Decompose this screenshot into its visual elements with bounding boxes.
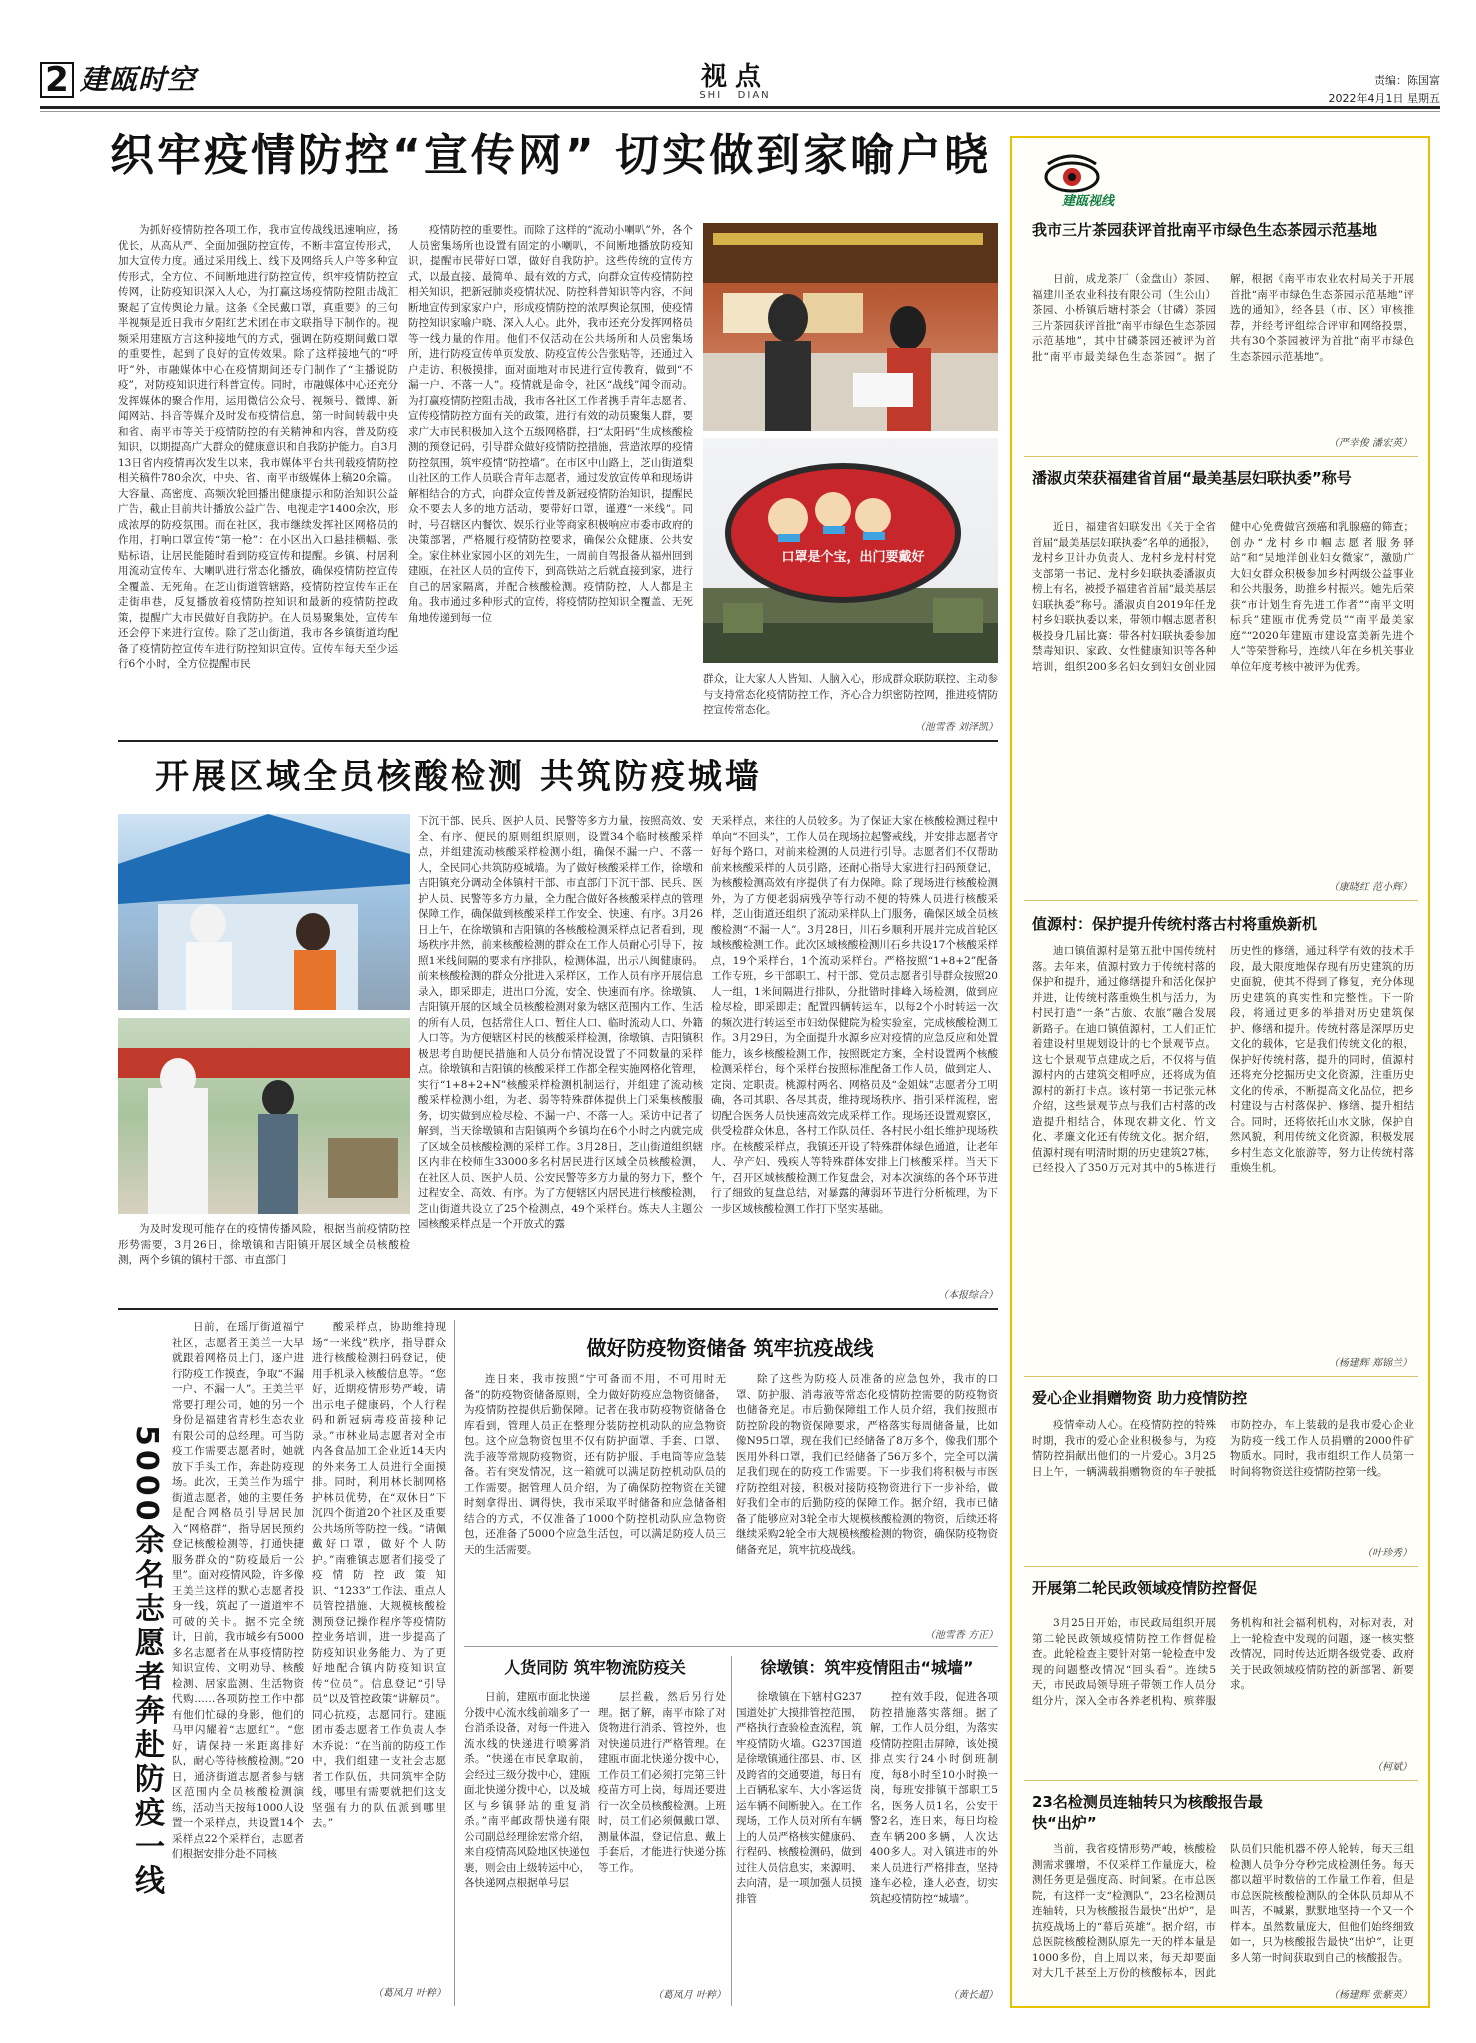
- article4-headline: 做好防疫物资储备 筑牢抗疫战线: [586, 1336, 874, 1360]
- article1-text-1: 为抓好疫情防控各项工作，我市宣传战线迅速响应，扬优长，从高从严、全面加强防控宣传，不断丰富宣传形式，加大宣传力度。通过采用线上、线下及网络兵人户等多种宣传形式，全方位、不间断地进行防控宣传，织牢疫情防控宣传网，让防疫知识深入人心，为打赢这场疫情防控阻击战汇聚起了宣传舆论力量。这条《全民戴口罩，真重要》的三句半视频是近日我市夕阳红艺术团在市文联指导下制作的。视频采用建瓯方言这种接地气的方式，强调在防疫期间戴口罩的重要性，起到了良好的宣传效果。除了这样接地气的“呼吁”外，市融媒体中心在疫情期间还专门制作了“主播说防疫”，对防疫知识进行科普宣传。同时，市融媒体中心还充分发挥媒体的聚合作用，运用微信公众号、视频号、微博、新闻网站、抖音等媒介及时发布疫情信息，第一时间转载中央和省、南平市等关于疫情防控的有关精神和内容，普及防疫知识，以期提高广大群众的健康意识和自我防护能力。自3月13日省内疫情再次发生以来，我市媒体平台共刊载疫情防控相关稿件780余次，中央、省、南平市级媒体上稿20余篇。大容量、高密度、高频次轮回播出健康提示和防治知识公益广告，截止目前共计播放公益广告、电视走字1400余次，形成浓厚的防疫氛围。而在社区，我市继续发挥社区网格员的作用，打响口罩宣传“第一枪”：在小区出入口悬挂横幅、张贴标语，让居民能随时看到防疫宣传和提醒。乡镇、村居利用流动宣传车、大喇叭进行常态化播放，确保疫情防控宣传全覆盖、无死角。在芝山街道管辖路，疫情防控宣传车正在走街串巷，反复播放着疫情防控知识和最新的疫情防控政策，提醒广大市民做好自我防护。在人员易聚集处，宣传车还会停下来进行宣传。除了芝山街道，我市各乡镇街道均配备了疫情防控宣传车进行防控知识宣传。宣传车每天至少运行6个小时，全方位提醒市民: [118, 224, 398, 670]
- header-rule: [40, 106, 1440, 109]
- article2-column-2: [711, 814, 998, 1284]
- article1-caption-text: 群众，让大家人人皆知、人脑入心，形成群众联防联控、主动参与支持常态化疫情防控工作，齐心合力织密防控网，推进疫情防控宣传常态化。: [703, 673, 998, 716]
- sidebar-item-2-body: 近日，福建省妇联发出《关于全省首届“最美基层妇联执委”名单的通报》，龙村乡卫计办负责人、龙村乡龙村村党支部第一书记、龙村乡妇联执委潘淑贞榜上有名，被授予福建省首届“最美基层妇联执委”称号。潘淑贞自2019年任龙村乡妇联执委以来，带领巾帼志愿者积极投身几届比赛：带各村妇联执委参加禁毒知识、家政、女性健康知识等各种培训，组织200多名妇女到妇女创业园健中心免费做宫颈癌和乳腺癌的筛查；创办“龙村乡巾帼志愿者服务驿站”和“吴地洋创业妇女微家”，激励广大妇女群众积极参加乡村两级公益事业和公共服务，助推乡村振兴。她先后荣获“市计划生育先进工作者”“南平文明标兵”建瓯市优秀党员”“南平最美家庭”“2020年建瓯市建设富美新先进个人”等荣誉称号，连续八年在乡机关事业单位年度考核中被评为优秀。: [1032, 521, 1414, 673]
- paper-name: 建瓯时空: [80, 63, 197, 96]
- sidebar-item-5-title: 开展第二轮民政领域疫情防控督促: [1032, 1579, 1258, 1597]
- sidebar-separator-3: [1024, 1376, 1418, 1377]
- header-rule-thin: [40, 111, 1440, 112]
- article3-divider: [454, 1320, 455, 2006]
- sidebar-item-6-body: 当前，我省疫情形势严峻，核酸检测需求骤增，不仅采样工作量庞大，检测任务更是强度高、时间紧。在市总医院，有这样一支“检测队”，23名检测员连轴转，只为核酸报告最快“出炉”，是抗疫战场上的“幕后英雄”。据介绍，市总医院核酸检测队原先一天的样本量是1000多份，自上周以来，每天却要面对大几千甚至上万份的核酸标本，因此队员们只能机器不停人轮转，每天三组检测人员争分夺秒完成检测任务。每天都以超平时数倍的工作量工作着，但是市总医院核酸检测队的全体队员却从不叫苦，不喊累，默默地坚持一个又一个样本。虽然数量庞大，但他们始终细致如一，只为核酸报告最快“出炉”，让更多人第一时间获取到自己的核酸报告。: [1032, 1843, 1414, 1979]
- article3-text-2: 酸采样点，协助维持现场“一米线”秩序，指导群众进行核酸检测扫码登记，使用手机录入核酸信息等。“您好，近期疫情形势严峻，请出示电子健康码，个人行程码和新冠病毒疫苗接种记录。”市林业局志愿者对全市内各食品加工企业近14天内的外来务工人员进行全面摸排。同时，利用林长制网格护林员优势，在“双休日”下沉四个街道20个社区及重要公共场所等防控一线。“请佩戴好口罩，做好个人防护。”南雅镇志愿者们接受了疫情防控政策知识、“1233”工作法、重点人员管控措施、大规模核酸检测预登记操作程序等疫情防控业务培训，进一步提高了防疫知识业务能力、为了更好地配合镇内防疫知识宣传“位员”。信息登记“引导员”以及管控政策“讲解员”。同心抗疫，志愿同行。建瓯团市委志愿者工作负责人李木乔说：“在当前的防疫工作中，我们组建一支社会志愿者工作队伍，共同筑牢全防线，哪里有需要就把们这支坚强有力的队伍派到哪里去。”: [312, 1321, 446, 1829]
- article5-headline: 人货同防 筑牢物流防疫关: [504, 1658, 686, 1677]
- article6-byline: （黄长超）: [948, 1990, 998, 2001]
- article3-column-2: [312, 1320, 446, 1980]
- sidebar-item-1-body: 日前，成龙茶厂（金盘山）茶园、福建川圣农业科技有限公司（生公山）茶园、小桥镇后塘村茶会（甘磷）茶园三片茶园获评首批“南平市绿色生态茶园示范基地”，其中甘磷茶园还被评为首批“南平市最美绿色生态茶园”。据了解，根据《南平市农业农村局关于开展首批“南平市绿色生态茶园示范基地”评选的通知》，经各县（市、区）审核推荐，并经考评组综合评审和网络投票，共有30个茶园被评为首批“南平市绿色生态茶园示范基地”。: [1032, 273, 1414, 363]
- sidebar-item-5-byline: （柯斌）: [1372, 1762, 1412, 1773]
- article1-byline: （池雪香 刘泽凯）: [914, 722, 998, 733]
- article2-text-1: 下沉干部、民兵、医护人员、民警等多方力量，按照高效、安全、有序、便民的原则组织原则，设置34个临时核酸采样点，并组建流动核酸采样检测小组，确保不漏一户、不落一人，全民同心共筑防疫城墙。为了做好核酸采样工作，徐墩和吉阳镇充分调动全体镇村干部、市直部门下沉干部、民兵、医护人员、民警等多方力量，全力配合做好各核酸采样点的管理保障工作，确保做到核酸采样工作安全、快速、有序。3月26日上午，在徐墩镇和吉阳镇的各核酸检测采样点记者看到，现场秩序井然，前来核酸检测的群众在工作人员耐心引导下，按照1米线间隔的要求有序排队，检测体温，出示八闽健康码。前来核酸检测的群众分批进入采样区，工作人员有序开展信息录入，即采即走，进出口分流，安全、快速而有序。徐墩镇、吉阳镇开展的区域全员核酸检测对象为辖区范围内工作、生活的所有人员，包括常住人口、暂住人口、临时流动人口、外籍人口等。为方便辖区村民的核酸采样检测，徐墩镇、吉阳镇积极思考自助便民措施和人员分布情况设置了不同数量的采样点。徐墩镇和吉阳镇的核酸采样工作都全程实施网格化管理，实行“1+8+2+N”核酸采样检测机制运行，并组建了流动核酸采样检测小组，为老、弱等特殊群体提供上门采集核酸服务，切实做到应检尽检、不漏一户、不落一人。采访中记者了解到，当天徐墩镇和吉阳镇两个乡镇均在6个小时之内就完成了区域全员核酸检测的采样工作。3月28日，芝山街道组织辖区内非在校师生33000多名村居民进行区域全员核酸检测，在社区人员、医护人员、公安民警等多方力量的努力下，整个过程安全、高效、有序。为了方便辖区内居民进行核酸检测，芝山街道共设立了25个检测点，49个采样台。炼夫人主题公园核酸采样点是一个开放式的露: [418, 815, 703, 1230]
- led-screen-slogan: 口罩是个宝，出门要戴好: [781, 550, 925, 565]
- article1-column-2: [408, 223, 693, 733]
- photo-nucleic-test-1: [118, 814, 410, 1010]
- sidebar-item-2-byline: （康晓红 范小辉）: [1328, 882, 1412, 893]
- article2-divider: [118, 1308, 998, 1310]
- article2-caption: [118, 1222, 410, 1300]
- article5-column-2: [598, 1690, 726, 1984]
- sidebar-item-3-title: 值源村：保护提升传统村落古村将重焕新机: [1032, 915, 1318, 933]
- sidebar-separator-2: [1024, 900, 1418, 901]
- article1-divider: [118, 740, 998, 742]
- sidebar-item-4-byline: （叶珍秀）: [1362, 1548, 1412, 1559]
- sidebar-item-2-text: [1032, 520, 1414, 875]
- article1-headline: 织牢疫情防控“宣传网” 切实做到家喻户晓: [110, 130, 992, 181]
- sidebar-item-6-byline: （杨建辉 张紫英）: [1328, 1990, 1412, 2001]
- sidebar-item-4-title: 爱心企业捐赠物资 助力疫情防控: [1032, 1389, 1248, 1407]
- issue-date: 2022年4月1日 星期五: [1328, 92, 1440, 105]
- article4-column-2: [736, 1372, 998, 1622]
- article3-headline: 5000余名志愿者奔赴防疫一线: [129, 1425, 164, 1899]
- sidebar-logo-text: 建瓯视线: [1062, 194, 1115, 209]
- sidebar-item-6-title: 23名检测员连轴转只为核酸报告最快“出炉”: [1032, 1793, 1263, 1832]
- article5-column-1: [464, 1690, 590, 1990]
- sidebar-separator-1: [1024, 456, 1418, 457]
- article2-caption-text: 为及时发现可能存在的疫情传播风险，根据当前疫情防控形势需要，3月26日，徐墩镇和吉阳镇开展区域全员核酸检测，两个乡镇的镇村干部、市直部门: [118, 1223, 410, 1266]
- article2-byline: （本报综合）: [938, 1290, 998, 1301]
- article3-column-1: [172, 1320, 304, 1988]
- article2-column-1: [418, 814, 703, 1300]
- photo-nucleic-test-2: [118, 1018, 410, 1214]
- article6-headline: 徐墩镇：筑牢疫情阻击“城墙”: [760, 1658, 974, 1677]
- sidebar-item-5-body: 3月25日开始，市民政局组织开展第二轮民政领域疫情防控工作督促检查。此轮检查主要针对第一轮检查中发现的问题整改情况“回头看”。连续5天，市民政局领导班子带领工作人员分组分片，深入全市各养老机构、殡葬服务机构和社会福利机构，对标对表，对上一轮检查中发现的问题，逐一核实整改情况，同时传达近期各级党委、政府关于民政领域疫情防控的新部署、新要求。: [1032, 1617, 1414, 1707]
- masthead: [40, 58, 240, 102]
- sidebar-item-4-text: [1032, 1418, 1414, 1542]
- article4-text-2: 除了这些为防疫人员准备的应急包外，我市的口罩、防护服、消毒液等常态化疫情防控需要的防疫物资也储备充足。市后勤保障组工作人员介绍，我们按照市防控阶段的物资保障要求，严格落实每周储备量，比如像N95口罩，现在我们已经储备了8万多个，像我们那个医用外科口罩，我们已经储备了56万多个，完全可以满足我们现在的防疫工作需要。下一步我们将积极与市医疗防控组对接，积极对接防疫物资进行下一步补给，做好我们全市的后勤防疫的保障工作。据介绍，我市已储备了能够应对3轮全市大规模核酸检测的物资，后续还将继续采购2轮全市大规模核酸检测的物资，确保防疫物资储备充足，筑牢抗疫战线。: [736, 1373, 998, 1556]
- article5-byline: （葛凤月 叶粹）: [652, 1990, 726, 2001]
- sidebar-item-3-text: [1032, 944, 1414, 1350]
- sidebar-item-5-text: [1032, 1616, 1414, 1756]
- article3-byline: （葛凤月 叶粹）: [372, 1988, 446, 1999]
- sidebar-item-1-byline: （严幸俊 潘宏英）: [1328, 438, 1412, 449]
- sidebar-item-4-body: 疫情牵动人心。在疫情防控的特殊时期，我市的爱心企业积极参与，为疫情防控捐献出他们的一片爱心。3月25日上午，一辆满载捐赠物资的车子驶抵市防控办，车上装载的是我市爱心企业为防疫一线工作人员捐赠的2000件矿物质水。同时，我市组织工作人员第一时间将物资送往疫情防控第一线。: [1032, 1419, 1414, 1478]
- article1-column-1: [118, 223, 398, 733]
- sidebar-separator-4: [1024, 1566, 1418, 1567]
- article6-column-2: [870, 1690, 998, 1984]
- article4-byline: （池雪香 方正）: [924, 1630, 998, 1641]
- section-pinyin: SHI DIAN: [699, 90, 771, 101]
- article5-text-2: 层拦截，然后另行处理。据了解，南平市除了对货物进行消杀、管控外，也对快递员进行严格管理。在建瓯市面北快递分拨中心，工作员工们必须打完第三针疫苗方可上岗，每周还要进行一次全员核酸检测。上班时，员工们必须佩戴口罩、测量体温，登记信息、戴上手套后，才能进行快递分拣等工作。: [598, 1691, 726, 1874]
- photo-shop-volunteer: [703, 223, 998, 431]
- article4-divider: [464, 1646, 998, 1647]
- photo-led-screen: [703, 438, 998, 663]
- article6-text-2: 控有效手段，促进各项防控措施落实落细。据了解，工作人员分组，为落实疫情防控阻击屏障，该处摸排点实行24小时倒班制度，每8小时至10小时换一岗，每班安排镇干部职工5名，医务人员1名，公安干警2名，连日来，每日均检查车辆200多辆，人次达400多人。对入镇进市的外来人员进行严格排查，坚持逢车必检，逢人必查，切实筑起疫情防控“城墙”。: [870, 1691, 998, 1905]
- article2-text-2: 天采样点，来往的人员较多。为了保证大家在核酸检测过程中单向“不回头”，工作人员在现场拉起警戒线，并安排志愿者守好每个路口，对前来检测的人员进行引导。志愿者们不仅帮助前来核酸采样的人员引路，还耐心指导大家进行扫码预登记，为核酸检测高效有序提供了有力保障。除了现场进行核酸检测外，为了方便老弱病残孕等行动不便的特殊人员进行核酸采样，芝山街道还组织了流动采样队上门服务，确保区域全员核酸检测“不漏一人”。3月28日，川石乡顺利开展并完成首轮区域核酸检测工作。此次区域核酸检测川石乡共设17个核酸采样点，19个采样台，1个流动采样台。严格按照“1+8+2”配备工作专班，乡干部职工、村干部、党员志愿者引导群众按照20人一组，1米间隔进行排队，分批错时排峰入场检测，做到应检尽检，即采即走；配置四辆转运车，以每2个小时转运一次的频次进行转运至市妇幼保健院为检实验室，完成核酸检测工作。3月29日，为全面提升水源乡应对疫情的应急反应和处置能力，该乡核酸检测工作，按照既定方案，全村设置两个核酸检测采样台，每个采样台按照标准配备工作人员，做到定人、定岗、定职责。桃源村两名、网格员及“金姐妹”志愿者分工明确，各司其职、各尽其责，维持现场秩序、指引采样流程，密切配合医务人员快速高效完成采样工作。现场还设置观察区，供受检群众休息，各村工作队员任、各村民小组长维护现场秩序。在核酸采样点，我镇还开设了特殊群体绿色通道，让老年人、孕产妇、残疾人等特殊群体安排上门核酸采样。当天下午，召开区域核酸检测工作复盘会，对本次演练的各个环节进行了细致的复盘总结，对暴露的薄弱环节进行分析梳理，为下一步区域核酸检测工作打下坚实基础。: [711, 815, 998, 1215]
- sidebar-item-1-text: [1032, 272, 1414, 432]
- article1-text-2: 疫情防控的重要性。而除了这样的“流动小喇叭”外，各个人员密集场所也设置有固定的小喇叭，不间断地播放防疫知识，提醒市民带好口罩，做好自我防护。这些传统的宣传方式，以最直接、最简单、最有效的方式，向群众宣传疫情防控相关知识，把新冠肺炎疫情状况、防控科普知识等内容，不间断地宣传到家家户户，形成疫情防控的浓厚舆论氛围，使疫情防控知识家喻户晓、深入人心。此外，我市还充分发挥网格员等一线力量的作用。他们不仅活动在公共场所和人员密集场所，进行防疫宣传单页发放、防疫宣传公告张贴等，还通过入户走访、积极摸排，面对面地对市民进行宣传教育，做到“不漏一户、不落一人”。疫情就是命令，社区“战线”闻令而动。为打赢疫情防控阻击战，我市各社区工作者携手青年志愿者、宣传疫情防控方面有关的政策，进行有效的动员聚集人群，要求广大市民积极加入这个五级网格群，扫“太阳码”生成核酸检测的预登记码，引导群众做好疫情防控措施，营造浓厚的疫情防控氛围，筑牢疫情“防控墙”。在市区中山路上，芝山街道梨山社区的工作人员联合青年志愿者，通过发放宣传单和现场讲解相结合的方式，向群众宣传普及新冠疫情防治知识，提醒民众不要去人多的地方活动，要带好口罩，谨遵“一米线”。同时，号召辖区内餐饮、娱乐行业等商家积极响应市委市政府的决策部署，严格履行疫情防控要求，确保公众健康、公共安全。家住林业家园小区的刘先生，一周前自驾报备从福州回到建瓯，在社区人员的宣传下，到高铁站之后就直接到家，进行自己的居家隔离，并配合核酸检测。疫情防控，人人都是主角。我市通过多种形式的宣传，将疫情防控知识全覆盖、无死角地传递到每一位: [408, 224, 693, 624]
- test-station-illustration: [118, 1018, 410, 1214]
- shop-scene-illustration: [703, 223, 998, 431]
- editor-label: 责编：陈国富: [1374, 74, 1440, 87]
- article3-text-1: 日前，在瑶厅街道福宁社区，志愿者王美兰一大早就跟着网格员上门，逐户进行防疫工作摸查，争取“不漏一户、不漏一人”。王美兰平常要打理公司，她的另一个身份是福建省青杉生态农业有限公司的总经理。可当防疫工作需要志愿者时，她就放下手头工作，奔赴防疫现场。此次，王美兰作为瑶宁街道志愿者，她的主要任务是配合网格员引导居民加入“网格群”，指导居民预约登记核酸检测等，打通快捷服务群众的“防疫最后一公里”。面对疫情风险，许多像王美兰这样的默心志愿者投身一线，筑起了一道道牢不可破的关卡。据不完全统计，日前，我市城乡有5000多名志愿者在从事疫情防控知识宣传、文明劝导、核酸检测、居家监测、生活物资代购……各项防控工作中都有他们忙碌的身影，他们的马甲闪耀着“志愿红”。“您好，请保持一米距离排好队，耐心等待核酸检测。”20日，通济街道志愿者参与辖区范围内全员核酸检测演练，活动当天按每1000人设置一个采样点，共设置14个采样点22个采样台，志愿者们根据安排分赴不同核: [172, 1321, 304, 1860]
- sidebar-item-6-text: [1032, 1842, 1414, 1986]
- sidebar-logo: [1042, 152, 1172, 212]
- news-sidebar: [1010, 136, 1430, 2008]
- sidebar-item-3-byline: （杨建辉 郑锦兰）: [1328, 1358, 1412, 1369]
- test-booth-illustration: [118, 814, 410, 1010]
- section-title: 视点: [700, 62, 769, 92]
- sidebar-item-1-title: 我市三片茶园获评首批南平市绿色生态茶园示范基地: [1032, 221, 1378, 239]
- article2-headline: 开展区域全员核酸检测 共筑防疫城墙: [155, 757, 762, 797]
- page-number: 2: [45, 60, 69, 100]
- article6-column-1: [736, 1690, 862, 1990]
- article5-divider: [731, 1656, 732, 2006]
- article5-text-1: 日前，建瓯市面北快递分拨中心流水线前端多了一台消杀设备，对每一件进入流水线的快递进行喷雾消杀。“快递在市民拿取前，会经过三级分拨中心，建瓯面北快递分拨中心，以及城区与乡镇驿站的重复消杀。”南平邮政帮快递有限公司副总经理徐宏常介绍，来自疫情高风险地区快递包裹，则会由上级转运中心，各快递网点根据单号层: [464, 1691, 590, 1889]
- sidebar-separator-5: [1024, 1780, 1418, 1781]
- article6-text-1: 徐墩镇在下辖村G237国道处扩大摸排管控范围，严格执行查验检查流程，筑牢疫情防火墙。G237国道是徐墩镇通往邵县、市、区及跨省的交通要道，每日有上百辆私家车、大小客运货运车辆不间断驶入。在工作现场，工作人员对所有车辆上的人员严格核实健康码、行程码、核酸检测码，做到过往人员信息实，来源明、去向清，是一项加强人员摸排管: [736, 1691, 862, 1905]
- article4-text-1: 连日来，我市按照“宁可备而不用，不可用时无备”的防疫物资储备原则，全力做好防疫应急物资储备，为疫情防控提供后勤保障。记者在我市防疫物资储备仓库看到，管理人员正在整理分装防控机动队的应急物资包。这个应急物资包里不仅有防护面罩、手套、口罩、洗手液等常规防疫物资，还有防护服、手电筒等应急装备。若有突发情况，这一箱就可以满足防控机动队员的工作需要。据管理人员介绍，为了确保防控物资在关键时刻拿得出、调得快，我市采取平时储备和应急储备相结合的方式，不仅准备了1000个防控机动队应急物资包，还准备了5000个应急生活包，可以满足防疫人员三天的生活需要。: [464, 1373, 726, 1556]
- sidebar-item-2-title: 潘淑贞荣获福建省首届“最美基层妇联执委”称号: [1032, 469, 1352, 487]
- article1-caption: [703, 672, 998, 720]
- sidebar-item-3-body: 迪口镇值源村是第五批中国传统村落。去年来，值源村致力于传统村落的保护和提升，通过修缮提升和活化保护并进，让传统村落重焕生机与活力，为村民打造“一条”古旅、农旅”融合发展新路子。在迪口镇值源村，工人们正忙着建设村里规划设计的七个景观节点。这七个景观节点建成之后，不仅将与值源村内的古建筑交相呼应，还将成为值源村的新打卡点。该村第一书记张元林介绍，这些景观节点与我们古村落的改造提升相结合，体现农耕文化、竹文化、孝廉文化还有传统文化。据介绍，值源村现有明清时期的历史建筑27栋，已经投入了350万元对其中的5栋进行历史性的修缮，通过科学有效的技术手段，最大限度地保存现有历史建筑的历史面貌，使其不得到了修复，充分体现历史建筑的真实性和完整性。下一阶段，将通过更多的举措对历史建筑保护、修缮和提升。传统村落是深厚历史文化的载体，它是我们传统文化的根，保护好传统村落，提升的同时，值源村还将充分挖掘历史文化资源，注重历史文化的传承，不断提高文化品位，把乡村建设与古村落保护、修缮、提升相结合。同时，还将依托山水文脉，保护自然风貌，利用传统文化资源，积极发展乡村生态文化旅游等，努力让传统村落重焕生机。: [1032, 945, 1414, 1174]
- article4-column-1: [464, 1372, 726, 1642]
